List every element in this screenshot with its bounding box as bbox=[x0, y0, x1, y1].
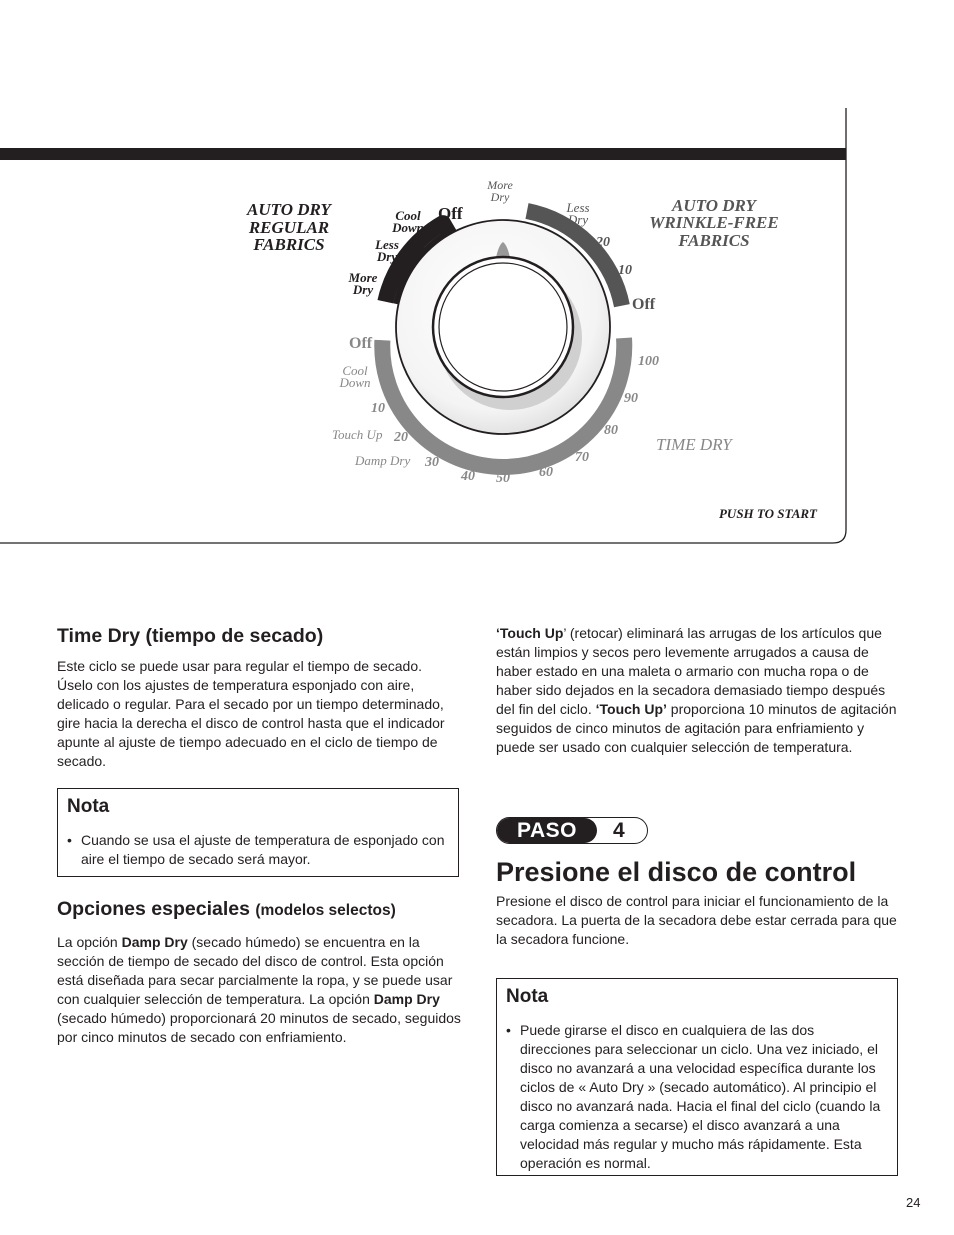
label-auto-dry-regular-3: FABRICS bbox=[253, 235, 325, 254]
time-off: Off bbox=[349, 335, 373, 352]
time-80: 80 bbox=[604, 423, 618, 438]
regular-cool-1: Cool bbox=[395, 208, 421, 223]
panel-top-bar bbox=[0, 148, 846, 160]
time-cool-2: Down bbox=[339, 375, 371, 390]
time-60: 60 bbox=[539, 465, 553, 480]
touch-up-bold-1: ‘Touch Up bbox=[496, 625, 564, 641]
time-dry-body: Este ciclo se puede usar para regular el tiempo de secado. Úselo con los ajustes de temperatura esponjado con aire, delicado o regular. Para el secado por un tiempo determinado, gire hacia la derecha el disco de control hasta que el indicador apunte al ajuste de tiempo adecuado en el ciclo de tiempo de secado. bbox=[57, 658, 445, 769]
opciones-subtitle: (modelos selectos) bbox=[255, 902, 396, 919]
time-50: 50 bbox=[496, 471, 510, 486]
wrinkle-more-1: More bbox=[487, 178, 513, 192]
wrinkle-off: Off bbox=[632, 296, 656, 313]
note-title-left: Nota bbox=[67, 796, 110, 817]
opciones-text-2: (secado húmedo) se encuentra en la sección de tiempo de secado del disco de control. Esta opción está diseñada para secar parcialmente la ropa, y se puede usar con cualquier selección de temperatura. La opción bbox=[57, 934, 453, 1007]
label-auto-dry-wrinkle-2: WRINKLE-FREE bbox=[649, 213, 779, 232]
step-body-section bbox=[496, 892, 900, 949]
wrinkle-10: 10 bbox=[618, 263, 632, 278]
touch-up-text-2: proporciona 10 minutos de agitación seguidos de cinco minutos de agitación para enfriamiento y puede ser usado con cualquier selección de temperatura. bbox=[496, 701, 897, 755]
regular-off: Off bbox=[438, 204, 463, 223]
time-70: 70 bbox=[575, 450, 589, 465]
step-title: Presione el disco de control bbox=[496, 857, 857, 887]
wrinkle-20: 20 bbox=[596, 235, 610, 250]
time-10: 10 bbox=[371, 401, 385, 416]
dial-inner-ring-2 bbox=[439, 263, 567, 391]
opciones-text-3: (secado húmedo) proporcionará 20 minutos de secado, seguidos por cinco minutos de secado con enfriamiento. bbox=[57, 1010, 461, 1045]
step-body: Presione el disco de control para iniciar el funcionamiento de la secadora. La puerta de la secadora debe estar cerrada para que la secadora funcione. bbox=[496, 893, 897, 947]
wrinkle-less-1: Less bbox=[566, 200, 590, 215]
touch-up-section bbox=[496, 624, 900, 757]
label-auto-dry-regular-2: REGULAR bbox=[248, 218, 330, 237]
paso-badge bbox=[496, 817, 648, 844]
regular-less-1: Less bbox=[375, 237, 399, 252]
time-dry-heading: Time Dry (tiempo de secado) bbox=[57, 625, 324, 647]
opciones-body bbox=[57, 933, 461, 1047]
label-time-dry: TIME DRY bbox=[656, 435, 732, 454]
regular-cool-2: Down bbox=[392, 220, 424, 235]
opciones-title: Opciones especiales bbox=[57, 898, 250, 920]
note-bullet-right-text: Puede girarse el disco en cualquiera de las dos direcciones para seleccionar un ciclo. Una vez iniciado, el disco no avanzará a una velocidad específica durante los ciclos de « Auto Dry » (secado automático). Al principio el disco no avanzará nada. Hacia el final del ciclo (cuando la carga comienza a secarse) el disco avanzará a una velocidad más regular y mucho más rápidamente. Esta operación es normal. bbox=[520, 1022, 881, 1171]
paso-number: 4 bbox=[613, 819, 625, 842]
regular-more-1: More bbox=[348, 270, 378, 285]
note-box-left bbox=[57, 788, 459, 877]
note-box-right bbox=[496, 978, 898, 1176]
time-40: 40 bbox=[461, 469, 475, 484]
label-auto-dry-wrinkle-1: AUTO DRY bbox=[672, 196, 756, 215]
time-90: 90 bbox=[624, 391, 638, 406]
note-bullet-left-text: Cuando se usa el ajuste de temperatura de esponjado con aire el tiempo de secado será mayor. bbox=[81, 832, 445, 867]
label-auto-dry-regular-1: AUTO DRY bbox=[247, 200, 331, 219]
touch-up-text-1: ’ (retocar) eliminará las arrugas de los artículos que están limpios y secos pero levemente arrugados a causa de haber estado en una maleta o armario con mucha ropa o de haber sido dejados en la secadora demasiado tiempo después del fin del ciclo. bbox=[496, 625, 886, 717]
opciones-text-1: La opción bbox=[57, 934, 122, 950]
regular-less-2: Dry bbox=[376, 249, 398, 264]
wrinkle-more-2: Dry bbox=[490, 190, 510, 204]
opciones-section bbox=[57, 897, 461, 1047]
time-20: 20 bbox=[394, 430, 408, 445]
bullet-dot: • bbox=[506, 1022, 511, 1038]
label-auto-dry-wrinkle-3: FABRICS bbox=[678, 231, 750, 250]
regular-more-2: Dry bbox=[352, 282, 374, 297]
label-push-to-start: PUSH TO START bbox=[718, 506, 818, 521]
note-bullet-left bbox=[67, 831, 449, 869]
time-damp-dry: Damp Dry bbox=[355, 453, 411, 468]
opciones-bold-2: Damp Dry bbox=[373, 991, 440, 1007]
note-bullet-right bbox=[506, 1021, 888, 1173]
wrinkle-less-2: Dry bbox=[567, 212, 589, 227]
touch-up-bold-2: ‘Touch Up’ bbox=[595, 701, 667, 717]
control-panel-svg bbox=[0, 0, 954, 560]
opciones-heading bbox=[57, 897, 461, 923]
control-panel-illustration bbox=[0, 0, 954, 560]
time-cool-1: Cool bbox=[342, 363, 368, 378]
opciones-bold-1: Damp Dry bbox=[121, 934, 188, 950]
left-column bbox=[57, 624, 461, 771]
note-title-right: Nota bbox=[506, 986, 549, 1007]
bullet-dot: • bbox=[67, 832, 72, 848]
touch-up-body bbox=[496, 624, 900, 757]
time-100: 100 bbox=[638, 354, 659, 369]
time-30: 30 bbox=[425, 455, 439, 470]
page-number: 24 bbox=[906, 1195, 921, 1210]
paso-label: PASO bbox=[497, 818, 597, 843]
time-touch-up: Touch Up bbox=[332, 427, 383, 442]
